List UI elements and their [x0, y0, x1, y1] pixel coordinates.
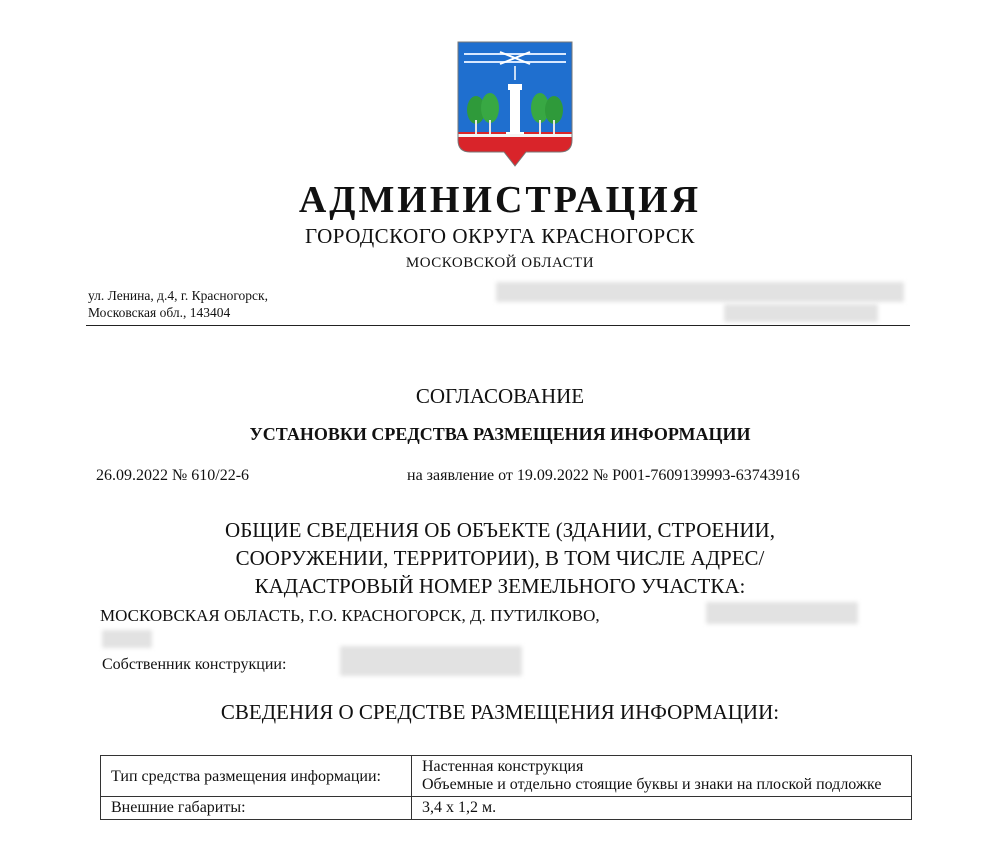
administration-title: АДМИНИСТРАЦИЯ	[298, 179, 702, 221]
means-heading: СВЕДЕНИЯ О СРЕДСТВЕ РАЗМЕЩЕНИЯ ИНФОРМАЦИИ:	[220, 700, 780, 724]
region-subtitle: МОСКОВСКОЙ ОБЛАСТИ	[405, 255, 595, 271]
value-line: Настенная конструкция	[422, 758, 584, 775]
request-reference: на заявление от 19.09.2022 № Р001-7609139993-63743916	[407, 467, 800, 484]
header-divider	[86, 325, 910, 326]
table-cell-label: Тип средства размещения информации:	[101, 756, 412, 797]
owner-label: Собственник конструкции:	[102, 656, 287, 673]
redacted-contact-info	[496, 282, 904, 302]
object-info-heading	[0, 516, 1000, 600]
redacted-owner	[340, 646, 522, 676]
document-date-number: 26.09.2022 № 610/22-6	[96, 467, 250, 484]
document-subheading: УСТАНОВКИ СРЕДСТВА РАЗМЕЩЕНИЯ ИНФОРМАЦИИ	[249, 424, 751, 444]
object-heading-line-2: СООРУЖЕНИИ, ТЕРРИТОРИИ), В ТОМ ЧИСЛЕ АДРЕС/	[235, 546, 765, 570]
object-address: МОСКОВСКАЯ ОБЛАСТЬ, Г.О. КРАСНОГОРСК, Д. ПУТИЛКОВО,	[100, 606, 600, 625]
address-line-1: ул. Ленина, д.4, г. Красногорск,	[88, 288, 268, 303]
address-line-2: Московская обл., 143404	[88, 305, 231, 320]
document-heading: СОГЛАСОВАНИЕ	[415, 384, 585, 408]
redacted-contact-info-2	[724, 304, 878, 322]
table-cell-label: Внешние габариты:	[101, 797, 412, 820]
object-heading-line-1: ОБЩИЕ СВЕДЕНИЯ ОБ ОБЪЕКТЕ (ЗДАНИИ, СТРОЕНИИ,	[225, 518, 775, 542]
value-line: Объемные и отдельно стоящие буквы и знаки на плоской подложке	[422, 776, 882, 793]
redacted-address-part	[706, 602, 858, 624]
table-cell-value	[412, 756, 912, 797]
coat-of-arms-icon	[456, 40, 574, 170]
table-row	[101, 797, 912, 820]
city-subtitle: ГОРОДСКОГО ОКРУГА КРАСНОГОРСК	[304, 224, 695, 248]
table-row	[101, 756, 912, 797]
redacted-address-part-2	[102, 630, 152, 648]
table-cell-value: 3,4 х 1,2 м.	[412, 797, 912, 820]
object-heading-line-3: КАДАСТРОВЫЙ НОМЕР ЗЕМЕЛЬНОГО УЧАСТКА:	[254, 574, 746, 598]
means-info-table	[100, 755, 912, 820]
